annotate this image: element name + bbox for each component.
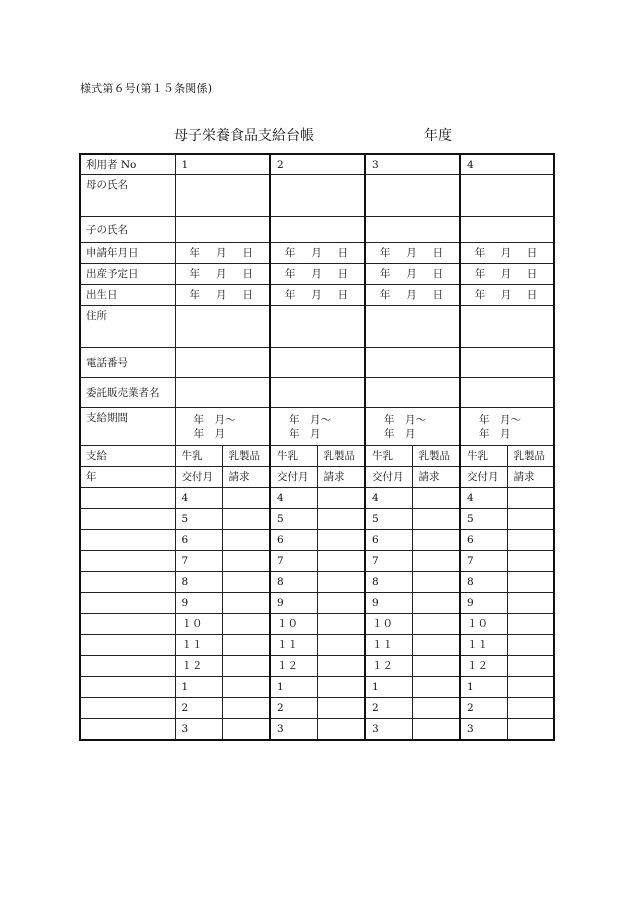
supply-ledger-table xyxy=(79,153,555,741)
month-cell: １２ xyxy=(270,656,317,677)
phone-label: 電話番号 xyxy=(80,348,175,378)
date-day-mark: 日 xyxy=(337,247,349,259)
month-cell: 6 xyxy=(460,530,507,551)
user-number-4: 4 xyxy=(460,154,554,175)
table-row xyxy=(80,719,554,741)
month-cell: 8 xyxy=(270,572,317,593)
claim-header: 請求 xyxy=(507,467,554,488)
period-end: 年 月 xyxy=(384,427,416,440)
mother-name-label: 母の氏名 xyxy=(80,175,175,217)
issue-month-header: 交付月 xyxy=(270,467,317,488)
month-cell: 6 xyxy=(270,530,317,551)
claim-cell[interactable] xyxy=(222,488,270,509)
address-label: 住所 xyxy=(80,306,175,348)
date-parts xyxy=(372,246,459,260)
date-parts xyxy=(372,288,459,302)
date-month-mark: 月 xyxy=(311,268,322,280)
month-cell: 7 xyxy=(175,551,222,572)
application-date-field-2[interactable] xyxy=(270,243,365,264)
month-cell: 9 xyxy=(460,593,507,614)
table-row xyxy=(80,677,554,698)
table-row xyxy=(80,348,554,378)
due-date-field-4[interactable] xyxy=(460,264,554,285)
year-cell[interactable] xyxy=(80,698,175,719)
period-field-3[interactable] xyxy=(365,408,460,446)
month-cell: １０ xyxy=(270,614,317,635)
year-cell[interactable] xyxy=(80,551,175,572)
date-year-mark: 年 xyxy=(379,268,391,280)
child-name-field-1[interactable] xyxy=(175,217,270,243)
month-cell: 3 xyxy=(175,719,222,741)
mother-name-field-4[interactable] xyxy=(460,175,554,217)
phone-field-2[interactable] xyxy=(270,348,365,378)
table-row xyxy=(80,264,554,285)
month-cell: 4 xyxy=(175,488,222,509)
child-name-field-2[interactable] xyxy=(270,217,365,243)
date-month-mark: 月 xyxy=(406,289,417,301)
claim-cell[interactable] xyxy=(222,572,270,593)
claim-cell[interactable] xyxy=(317,719,365,741)
milk-header: 牛乳 xyxy=(365,446,412,467)
document-title: 母子栄養食品支給台帳 xyxy=(174,128,314,144)
date-parts xyxy=(467,246,553,260)
month-cell: 1 xyxy=(365,677,412,698)
month-cell: １１ xyxy=(460,635,507,656)
milk-header: 牛乳 xyxy=(460,446,507,467)
date-parts xyxy=(277,288,364,302)
dairy-header: 乳製品 xyxy=(317,446,365,467)
month-cell: 4 xyxy=(460,488,507,509)
table-row xyxy=(80,446,554,467)
due-date-field-3[interactable] xyxy=(365,264,460,285)
table-row xyxy=(80,614,554,635)
application-date-field-3[interactable] xyxy=(365,243,460,264)
month-cell: 2 xyxy=(365,698,412,719)
table-row xyxy=(80,593,554,614)
child-name-label: 子の氏名 xyxy=(80,217,175,243)
claim-cell[interactable] xyxy=(222,509,270,530)
claim-cell[interactable] xyxy=(507,677,554,698)
vendor-field-3[interactable] xyxy=(365,378,460,408)
date-year-mark: 年 xyxy=(284,247,296,259)
milk-header: 牛乳 xyxy=(175,446,222,467)
month-cell: １０ xyxy=(365,614,412,635)
month-cell: 4 xyxy=(365,488,412,509)
claim-cell[interactable] xyxy=(317,635,365,656)
claim-cell[interactable] xyxy=(507,593,554,614)
claim-cell[interactable] xyxy=(507,719,554,741)
month-cell: １２ xyxy=(460,656,507,677)
claim-header: 請求 xyxy=(317,467,365,488)
application-date-field-4[interactable] xyxy=(460,243,554,264)
mother-name-field-1[interactable] xyxy=(175,175,270,217)
date-year-mark: 年 xyxy=(284,268,296,280)
date-parts xyxy=(182,288,270,302)
year-label: 年 xyxy=(80,467,175,488)
supply-label: 支給 xyxy=(80,446,175,467)
year-cell[interactable] xyxy=(80,593,175,614)
claim-cell[interactable] xyxy=(412,698,460,719)
claim-cell[interactable] xyxy=(222,614,270,635)
month-cell: 9 xyxy=(270,593,317,614)
birth-date-field-1[interactable] xyxy=(175,285,270,306)
month-cell: 8 xyxy=(460,572,507,593)
date-parts xyxy=(182,246,270,260)
date-month-mark: 月 xyxy=(500,268,512,280)
table-row xyxy=(80,378,554,408)
claim-cell[interactable] xyxy=(507,635,554,656)
application-date-field-1[interactable] xyxy=(175,243,270,264)
date-month-mark: 月 xyxy=(216,247,227,259)
claim-cell[interactable] xyxy=(412,635,460,656)
month-cell: １１ xyxy=(270,635,317,656)
phone-field-3[interactable] xyxy=(365,348,460,378)
month-cell: １１ xyxy=(365,635,412,656)
month-cell: 8 xyxy=(365,572,412,593)
user-number-1: 1 xyxy=(175,154,270,175)
month-cell: 1 xyxy=(270,677,317,698)
period-field-2[interactable] xyxy=(270,408,365,446)
vendor-field-4[interactable] xyxy=(460,378,554,408)
birth-date-field-2[interactable] xyxy=(270,285,365,306)
date-parts xyxy=(467,288,553,302)
month-cell: 3 xyxy=(460,719,507,741)
vendor-field-1[interactable] xyxy=(175,378,270,408)
date-day-mark: 日 xyxy=(337,268,349,280)
date-parts xyxy=(277,246,364,260)
issue-month-header: 交付月 xyxy=(175,467,222,488)
year-cell[interactable] xyxy=(80,656,175,677)
date-day-mark: 日 xyxy=(432,289,444,301)
date-parts xyxy=(182,267,270,281)
period-end: 年 月 xyxy=(193,427,225,440)
date-year-mark: 年 xyxy=(379,289,391,301)
date-year-mark: 年 xyxy=(189,247,200,259)
claim-cell[interactable] xyxy=(507,656,554,677)
claim-cell[interactable] xyxy=(412,530,460,551)
fiscal-year-label: 年度 xyxy=(424,128,452,144)
claim-cell[interactable] xyxy=(317,656,365,677)
claim-cell[interactable] xyxy=(317,488,365,509)
claim-header: 請求 xyxy=(412,467,460,488)
table-row xyxy=(80,656,554,677)
date-year-mark: 年 xyxy=(189,268,200,280)
form-number: 様式第６号(第１５条関係) xyxy=(80,82,213,95)
year-cell[interactable] xyxy=(80,635,175,656)
table-row xyxy=(80,530,554,551)
period-start: 年 月～ xyxy=(384,413,426,426)
claim-cell[interactable] xyxy=(222,593,270,614)
month-cell: 5 xyxy=(175,509,222,530)
month-cell: 1 xyxy=(460,677,507,698)
title-row xyxy=(174,125,474,145)
date-month-mark: 月 xyxy=(311,289,322,301)
table-row xyxy=(80,243,554,264)
claim-cell[interactable] xyxy=(222,551,270,572)
period-label: 支給期間 xyxy=(80,408,175,446)
birth-date-field-3[interactable] xyxy=(365,285,460,306)
issue-month-header: 交付月 xyxy=(460,467,507,488)
due-date-field-2[interactable] xyxy=(270,264,365,285)
year-cell[interactable] xyxy=(80,509,175,530)
year-cell[interactable] xyxy=(80,719,175,741)
claim-cell[interactable] xyxy=(222,677,270,698)
date-day-mark: 日 xyxy=(526,289,538,301)
date-month-mark: 月 xyxy=(500,247,512,259)
period-start: 年 月～ xyxy=(193,413,236,426)
child-name-field-3[interactable] xyxy=(365,217,460,243)
month-cell: １１ xyxy=(175,635,222,656)
claim-cell[interactable] xyxy=(412,677,460,698)
claim-cell[interactable] xyxy=(412,488,460,509)
child-name-field-4[interactable] xyxy=(460,217,554,243)
claim-cell[interactable] xyxy=(412,593,460,614)
month-cell: 4 xyxy=(270,488,317,509)
dairy-header: 乳製品 xyxy=(507,446,554,467)
claim-cell[interactable] xyxy=(317,530,365,551)
claim-cell[interactable] xyxy=(222,635,270,656)
date-month-mark: 月 xyxy=(406,268,417,280)
dairy-header: 乳製品 xyxy=(412,446,460,467)
claim-cell[interactable] xyxy=(317,551,365,572)
table-row xyxy=(80,306,554,348)
date-day-mark: 日 xyxy=(432,268,444,280)
claim-cell[interactable] xyxy=(317,572,365,593)
address-field-3[interactable] xyxy=(365,306,460,348)
table-row xyxy=(80,572,554,593)
month-cell: １２ xyxy=(175,656,222,677)
address-field-4[interactable] xyxy=(460,306,554,348)
address-field-1[interactable] xyxy=(175,306,270,348)
month-cell: 2 xyxy=(270,698,317,719)
year-cell[interactable] xyxy=(80,677,175,698)
date-year-mark: 年 xyxy=(474,268,486,280)
claim-cell[interactable] xyxy=(412,509,460,530)
period-end: 年 月 xyxy=(479,427,511,440)
vendor-field-2[interactable] xyxy=(270,378,365,408)
claim-cell[interactable] xyxy=(507,509,554,530)
year-cell[interactable] xyxy=(80,530,175,551)
table-row xyxy=(80,408,554,446)
claim-cell[interactable] xyxy=(507,698,554,719)
month-cell: 6 xyxy=(175,530,222,551)
date-day-mark: 日 xyxy=(432,247,444,259)
month-cell: 2 xyxy=(175,698,222,719)
address-field-2[interactable] xyxy=(270,306,365,348)
date-year-mark: 年 xyxy=(284,289,296,301)
table-row xyxy=(80,698,554,719)
claim-cell[interactable] xyxy=(317,509,365,530)
user-number-3: 3 xyxy=(365,154,460,175)
dairy-header: 乳製品 xyxy=(222,446,270,467)
month-cell: 6 xyxy=(365,530,412,551)
date-year-mark: 年 xyxy=(189,289,200,301)
claim-cell[interactable] xyxy=(412,572,460,593)
claim-cell[interactable] xyxy=(222,719,270,741)
table-row xyxy=(80,488,554,509)
table-row xyxy=(80,467,554,488)
table-row xyxy=(80,635,554,656)
claim-cell[interactable] xyxy=(507,551,554,572)
claim-cell[interactable] xyxy=(222,530,270,551)
claim-cell[interactable] xyxy=(317,614,365,635)
period-field-1[interactable] xyxy=(175,408,270,446)
user-number-2: 2 xyxy=(270,154,365,175)
month-cell: 7 xyxy=(365,551,412,572)
date-parts xyxy=(277,267,364,281)
mother-name-field-2[interactable] xyxy=(270,175,365,217)
date-parts xyxy=(372,267,459,281)
claim-cell[interactable] xyxy=(412,719,460,741)
claim-cell[interactable] xyxy=(317,698,365,719)
month-cell: １０ xyxy=(460,614,507,635)
month-cell: 9 xyxy=(175,593,222,614)
period-end: 年 月 xyxy=(289,427,321,440)
date-year-mark: 年 xyxy=(474,289,486,301)
table-row xyxy=(80,285,554,306)
year-cell[interactable] xyxy=(80,488,175,509)
phone-field-1[interactable] xyxy=(175,348,270,378)
month-cell: 5 xyxy=(460,509,507,530)
period-field-4[interactable] xyxy=(460,408,554,446)
period-start: 年 月～ xyxy=(289,413,331,426)
date-day-mark: 日 xyxy=(337,289,349,301)
month-cell: 2 xyxy=(460,698,507,719)
mother-name-field-3[interactable] xyxy=(365,175,460,217)
birth-date-field-4[interactable] xyxy=(460,285,554,306)
claim-cell[interactable] xyxy=(412,656,460,677)
month-cell: 9 xyxy=(365,593,412,614)
date-year-mark: 年 xyxy=(474,247,486,259)
claim-cell[interactable] xyxy=(412,614,460,635)
milk-header: 牛乳 xyxy=(270,446,317,467)
month-cell: 7 xyxy=(270,551,317,572)
date-month-mark: 月 xyxy=(216,268,227,280)
month-cell: 7 xyxy=(460,551,507,572)
vendor-label: 委託販売業者名 xyxy=(80,378,175,408)
birth-date-label: 出生日 xyxy=(80,285,175,306)
date-month-mark: 月 xyxy=(216,289,227,301)
user-no-label: 利用者 No xyxy=(80,154,175,175)
claim-cell[interactable] xyxy=(507,614,554,635)
month-cell: 3 xyxy=(270,719,317,741)
month-cell: 5 xyxy=(365,509,412,530)
date-parts xyxy=(467,267,553,281)
claim-header: 請求 xyxy=(222,467,270,488)
period-start: 年 月～ xyxy=(479,413,521,426)
month-cell: １２ xyxy=(365,656,412,677)
claim-cell[interactable] xyxy=(222,656,270,677)
date-day-mark: 日 xyxy=(242,289,253,301)
month-cell: １０ xyxy=(175,614,222,635)
date-month-mark: 月 xyxy=(406,247,417,259)
claim-cell[interactable] xyxy=(507,572,554,593)
application-date-label: 申請年月日 xyxy=(80,243,175,264)
table-row xyxy=(80,551,554,572)
table-row xyxy=(80,509,554,530)
due-date-field-1[interactable] xyxy=(175,264,270,285)
date-day-mark: 日 xyxy=(242,247,253,259)
claim-cell[interactable] xyxy=(412,551,460,572)
date-day-mark: 日 xyxy=(526,247,538,259)
month-cell: 5 xyxy=(270,509,317,530)
month-cell: 8 xyxy=(175,572,222,593)
table-row xyxy=(80,175,554,217)
year-cell[interactable] xyxy=(80,614,175,635)
table-row xyxy=(80,154,554,175)
phone-field-4[interactable] xyxy=(460,348,554,378)
claim-cell[interactable] xyxy=(317,677,365,698)
date-day-mark: 日 xyxy=(526,268,538,280)
year-cell[interactable] xyxy=(80,572,175,593)
month-cell: 1 xyxy=(175,677,222,698)
month-cell: 3 xyxy=(365,719,412,741)
claim-cell[interactable] xyxy=(507,488,554,509)
date-year-mark: 年 xyxy=(379,247,391,259)
date-day-mark: 日 xyxy=(242,268,253,280)
date-month-mark: 月 xyxy=(311,247,322,259)
claim-cell[interactable] xyxy=(222,698,270,719)
claim-cell[interactable] xyxy=(317,593,365,614)
issue-month-header: 交付月 xyxy=(365,467,412,488)
table-row xyxy=(80,217,554,243)
date-month-mark: 月 xyxy=(500,289,512,301)
due-date-label: 出産予定日 xyxy=(80,264,175,285)
claim-cell[interactable] xyxy=(507,530,554,551)
